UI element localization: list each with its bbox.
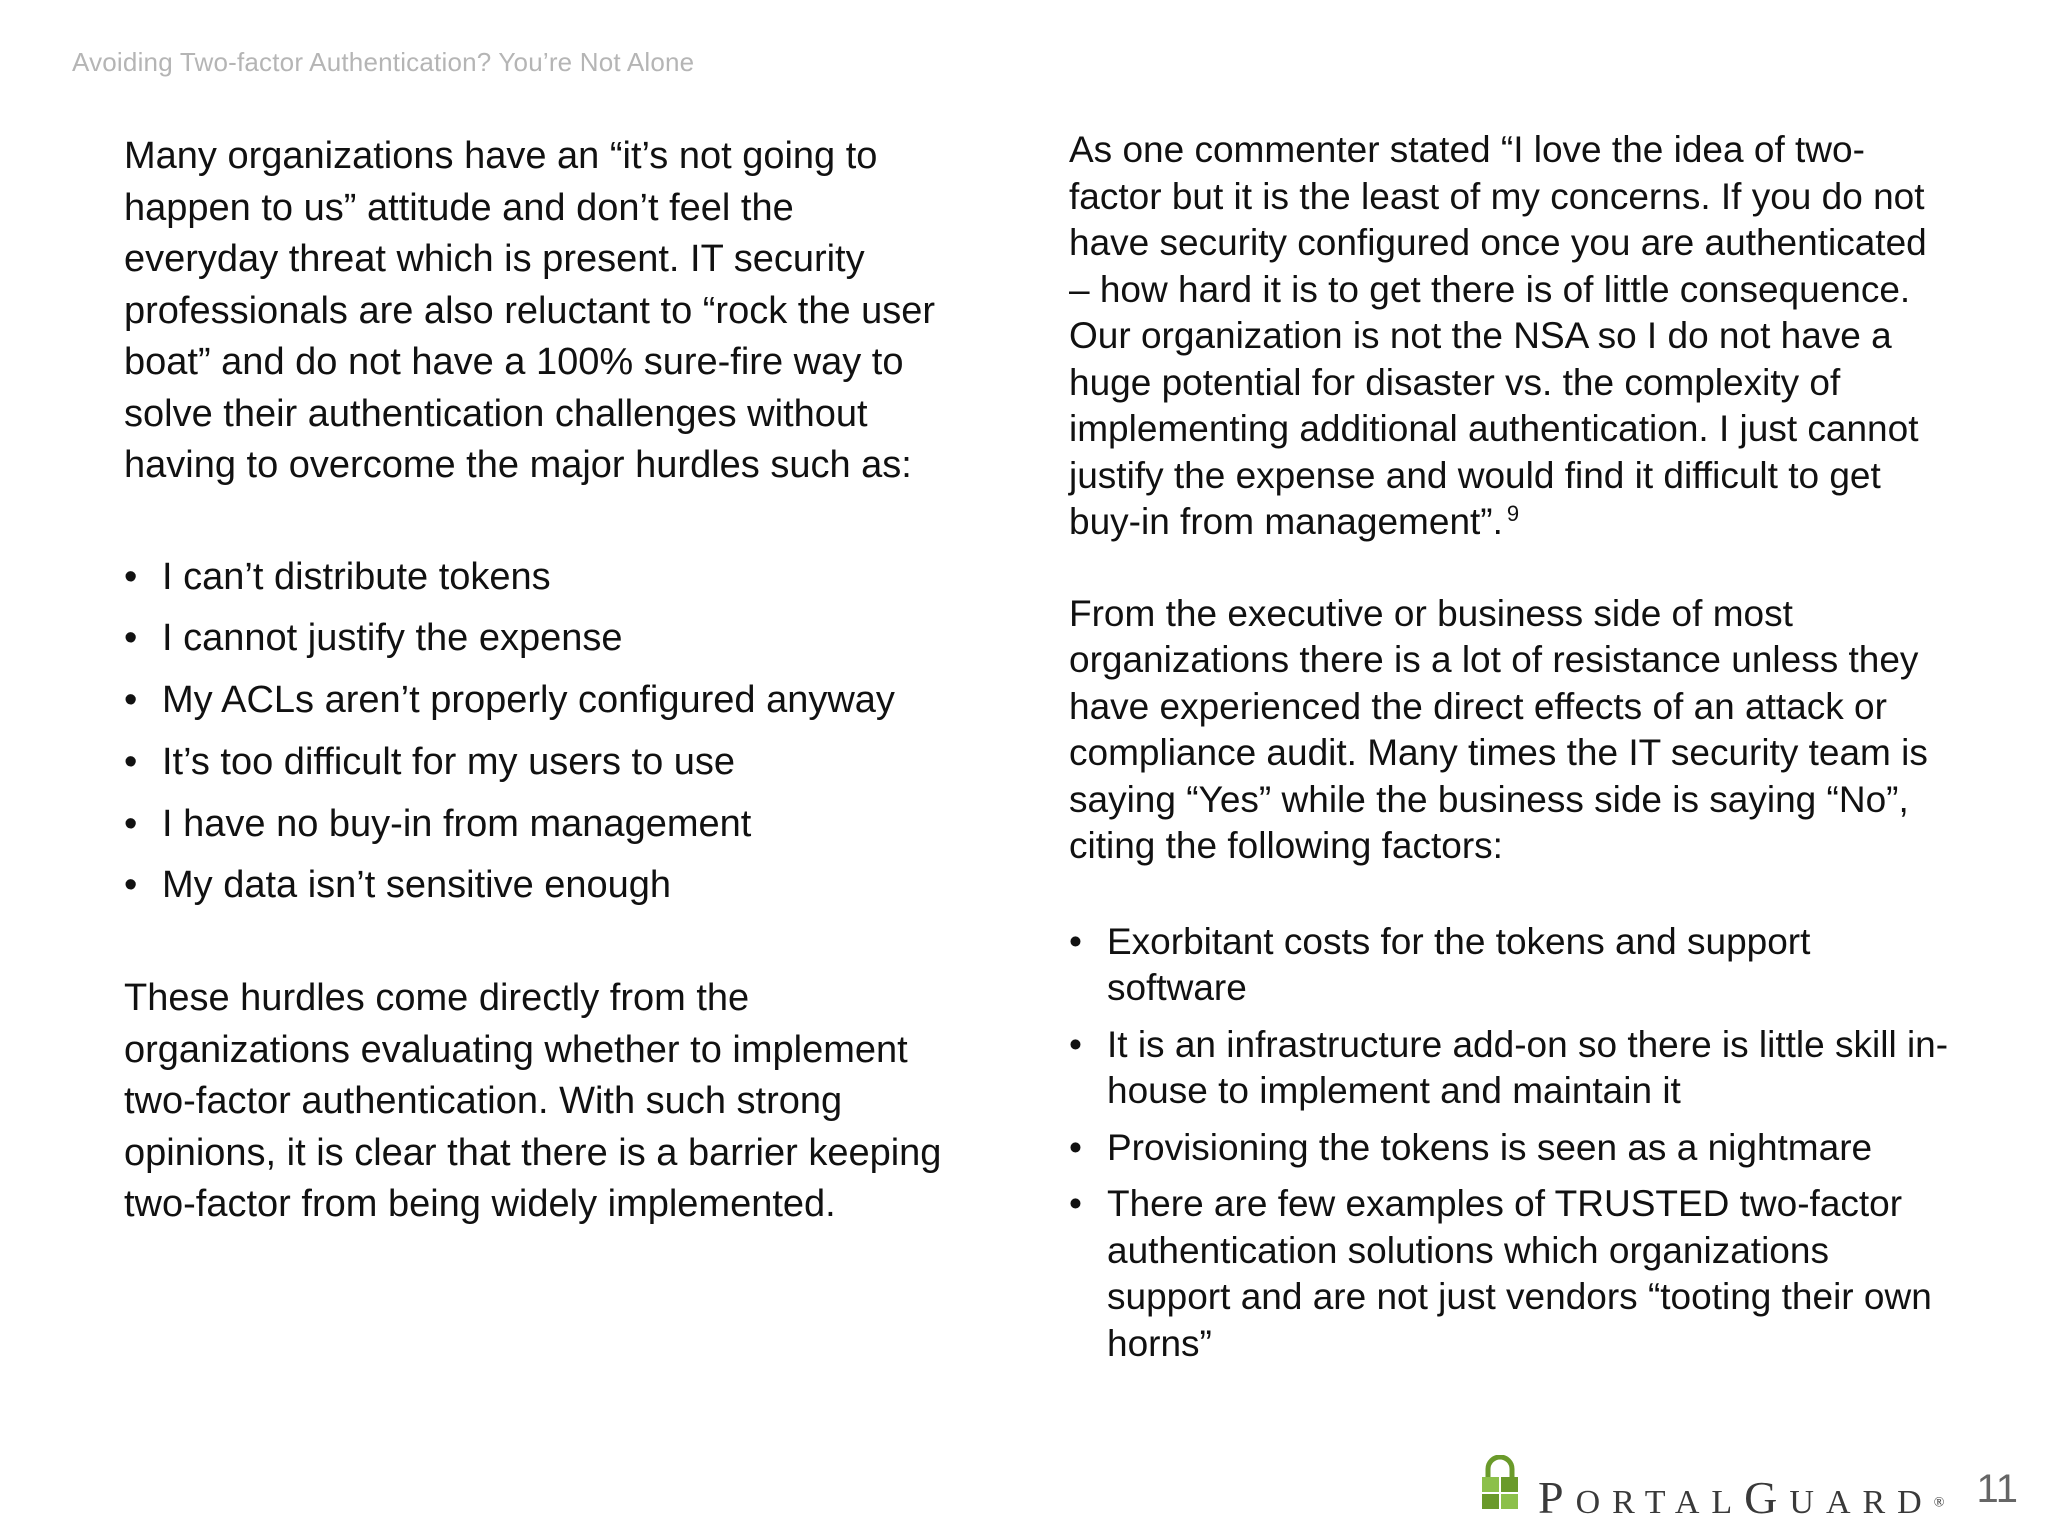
bullet-icon: • [124,864,138,907]
bullet-icon: • [124,740,138,783]
list-item: • My ACLs aren’t properly configured anyway [124,670,954,732]
list-item: • I cannot justify the expense [124,608,954,670]
bullet-icon: • [1069,1183,1082,1224]
factors-list [1069,919,1949,1368]
hurdles-list [124,547,954,918]
page-footer [1478,1455,2018,1525]
list-item: • Provisioning the tokens is seen as a nightmare [1069,1125,1949,1172]
running-header: Avoiding Two-factor Authentication? You’re Not Alone [72,47,695,77]
bullet-icon: • [1069,1023,1082,1065]
list-item: • It’s too difficult for my users to use [124,732,954,794]
padlock-logo-icon [1478,1455,1522,1511]
bullet-icon: • [124,679,138,722]
intro-paragraph: Many organizations have an “it’s not going to happen to us” attitude and don’t feel the everyday threat which is present. IT security professionals are also reluctant to “rock the user boat” and do not have a 100% sure-fire way to solve their authentication challenges without having to overcome the major hurdles such as: [124,135,936,486]
list-item: • I have no buy-in from management [124,794,954,856]
list-item: • My data isn’t sensitive enough [124,855,954,917]
bullet-icon: • [1069,920,1082,962]
page-number: 11 [1976,1467,2018,1511]
bullet-icon: • [124,802,138,845]
quote-text: As one commenter stated “I love the idea of two-factor but it is the least of my concerns. If you do not have security configured once you are authenticated – how hard it is to get there is of little consequence. Our organization is not the NSA so I do not have a huge potential for disaster vs. the complexity of implementing additional authentication. I just cannot justify the expense and would find it difficult to get buy-in from management”. [1069,129,1927,542]
footnote-reference: 9 [1506,500,1520,526]
list-item: • It is an infrastructure add-on so there is little skill in-house to implement and maintain it [1069,1023,1949,1111]
right-column [1069,127,1949,1377]
list-item: • I can’t distribute tokens [124,547,954,609]
brand-wordmark: PORTALGUARD® [1538,1472,1945,1523]
list-item: • There are few examples of TRUSTED two-factor authentication solutions which organizations support and are not just vendors “tooting their own horns” [1069,1183,1932,1364]
bullet-icon: • [124,617,138,660]
left-column [124,131,954,1231]
closing-paragraph: These hurdles come directly from the organizations evaluating whether to implement two-factor authentication. With such strong opinions, it is clear that there is a barrier keeping two-factor from being widely implemented. [124,977,942,1226]
quote-paragraph [1069,127,1949,546]
list-item: • Exorbitant costs for the tokens and support software [1069,920,1811,1008]
business-paragraph: From the executive or business side of most organizations there is a lot of resistance unless they have experienced the direct effects of an attack or compliance audit. Many times the IT security team is saying “Yes” while the business side is saying “No”, citing the following factors: [1069,592,1928,866]
bullet-icon: • [1069,1126,1082,1168]
bullet-icon: • [124,555,138,598]
